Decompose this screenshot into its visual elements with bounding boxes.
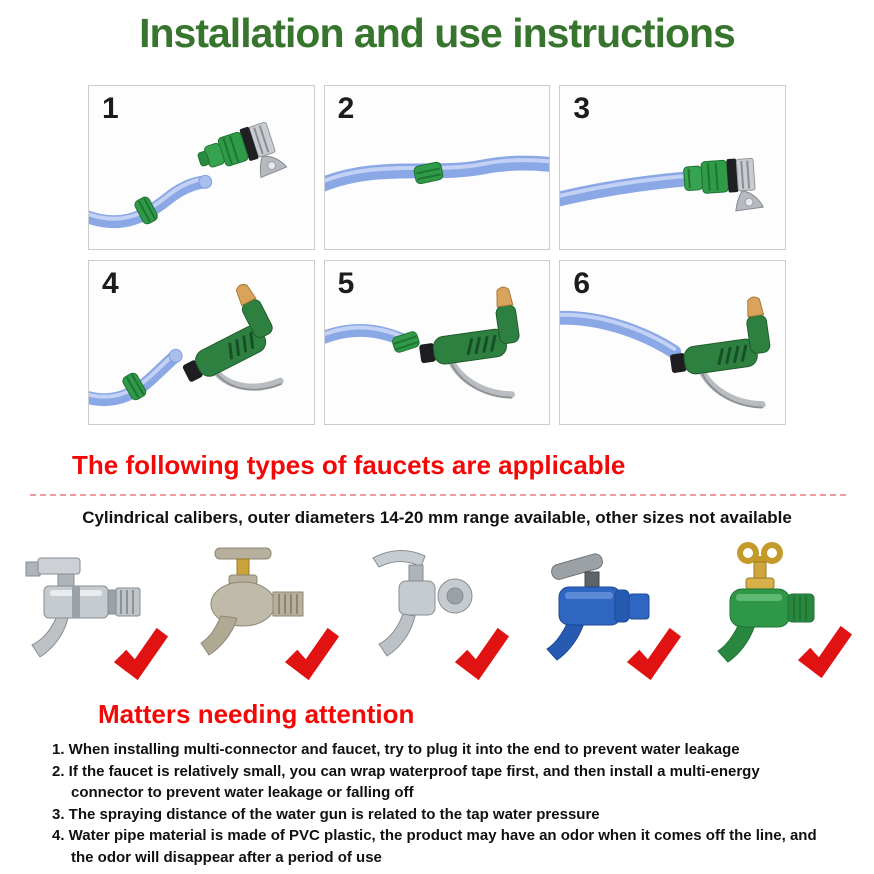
step-panel-6 [559, 260, 786, 425]
attention-item-4: 4. Water pipe material is made of PVC plastic, the product may have an odor when it comes off the line, and the odor will disappear after a period of use [52, 827, 817, 866]
step-panel-4 [88, 260, 315, 425]
step-panel-3 [559, 85, 786, 250]
step-panel-2 [324, 85, 551, 250]
attention-list [52, 739, 834, 869]
step-1-illustration hose-and-loose-connector [89, 86, 314, 249]
step-2-illustration ring-on-hose [325, 86, 550, 249]
green-tee-key-faucet-illustration [700, 536, 860, 688]
attention-item-2: 2. If the faucet is relatively small, you can wrap waterproof tape first, and then install a multi-energy connector to prevent water leakage or falling off [52, 762, 760, 802]
step-4-illustration hose-and-spray-gun [89, 261, 314, 424]
installation-steps-grid [88, 85, 786, 425]
step-panel-1 [88, 85, 315, 250]
step-number: 4 [102, 267, 119, 300]
faucet-connector [683, 157, 763, 215]
step-number: 3 [573, 92, 591, 125]
faucet-chrome-lever [8, 536, 180, 690]
step-number: 1 [102, 92, 119, 125]
step-6-illustration hose-connected-to-gun [560, 261, 785, 424]
step-number: 5 [337, 267, 355, 300]
blue-lever-faucet-illustration [529, 536, 689, 688]
step-3-illustration connector-fitted-on-hose [560, 86, 785, 249]
attention-item-1: 1. When installing multi-connector and faucet, try to plug it into the end to prevent water leakage [52, 741, 740, 758]
faucet-green [694, 536, 866, 690]
step-number: 6 [573, 267, 591, 300]
page-title: Installation and use instructions [139, 10, 735, 56]
chrome-curved-lever-faucet-illustration [357, 536, 517, 688]
attention-item-3: 3. The spraying distance of the water gun is related to the tap water pressure [52, 805, 600, 823]
step-panel-5 [324, 260, 551, 425]
chrome-lever-faucet-illustration [14, 536, 174, 688]
applicable-faucets-row [8, 536, 866, 690]
spray-gun [664, 296, 779, 420]
check-icon [285, 628, 339, 680]
step-number: 2 [337, 92, 355, 125]
faucet-blue [523, 536, 695, 690]
check-icon [455, 628, 509, 680]
spray-gun [412, 286, 527, 410]
check-icon [798, 626, 852, 678]
faucet-chrome-curved [351, 536, 523, 690]
check-icon [114, 628, 168, 680]
step-5-illustration hose-joining-gun [325, 261, 550, 424]
faucet-nickel-tee [180, 536, 352, 690]
faucet-section-heading: The following types of faucets are applicable [72, 450, 626, 480]
check-icon [626, 628, 680, 680]
nickel-tee-handle-faucet-illustration [185, 536, 345, 688]
spray-gun [161, 281, 297, 421]
dashed-divider [30, 494, 846, 496]
attention-section-heading: Matters needing attention [98, 699, 415, 729]
caliber-note: Cylindrical calibers, outer diameters 14-20 mm range available, other sizes not available [82, 508, 792, 527]
